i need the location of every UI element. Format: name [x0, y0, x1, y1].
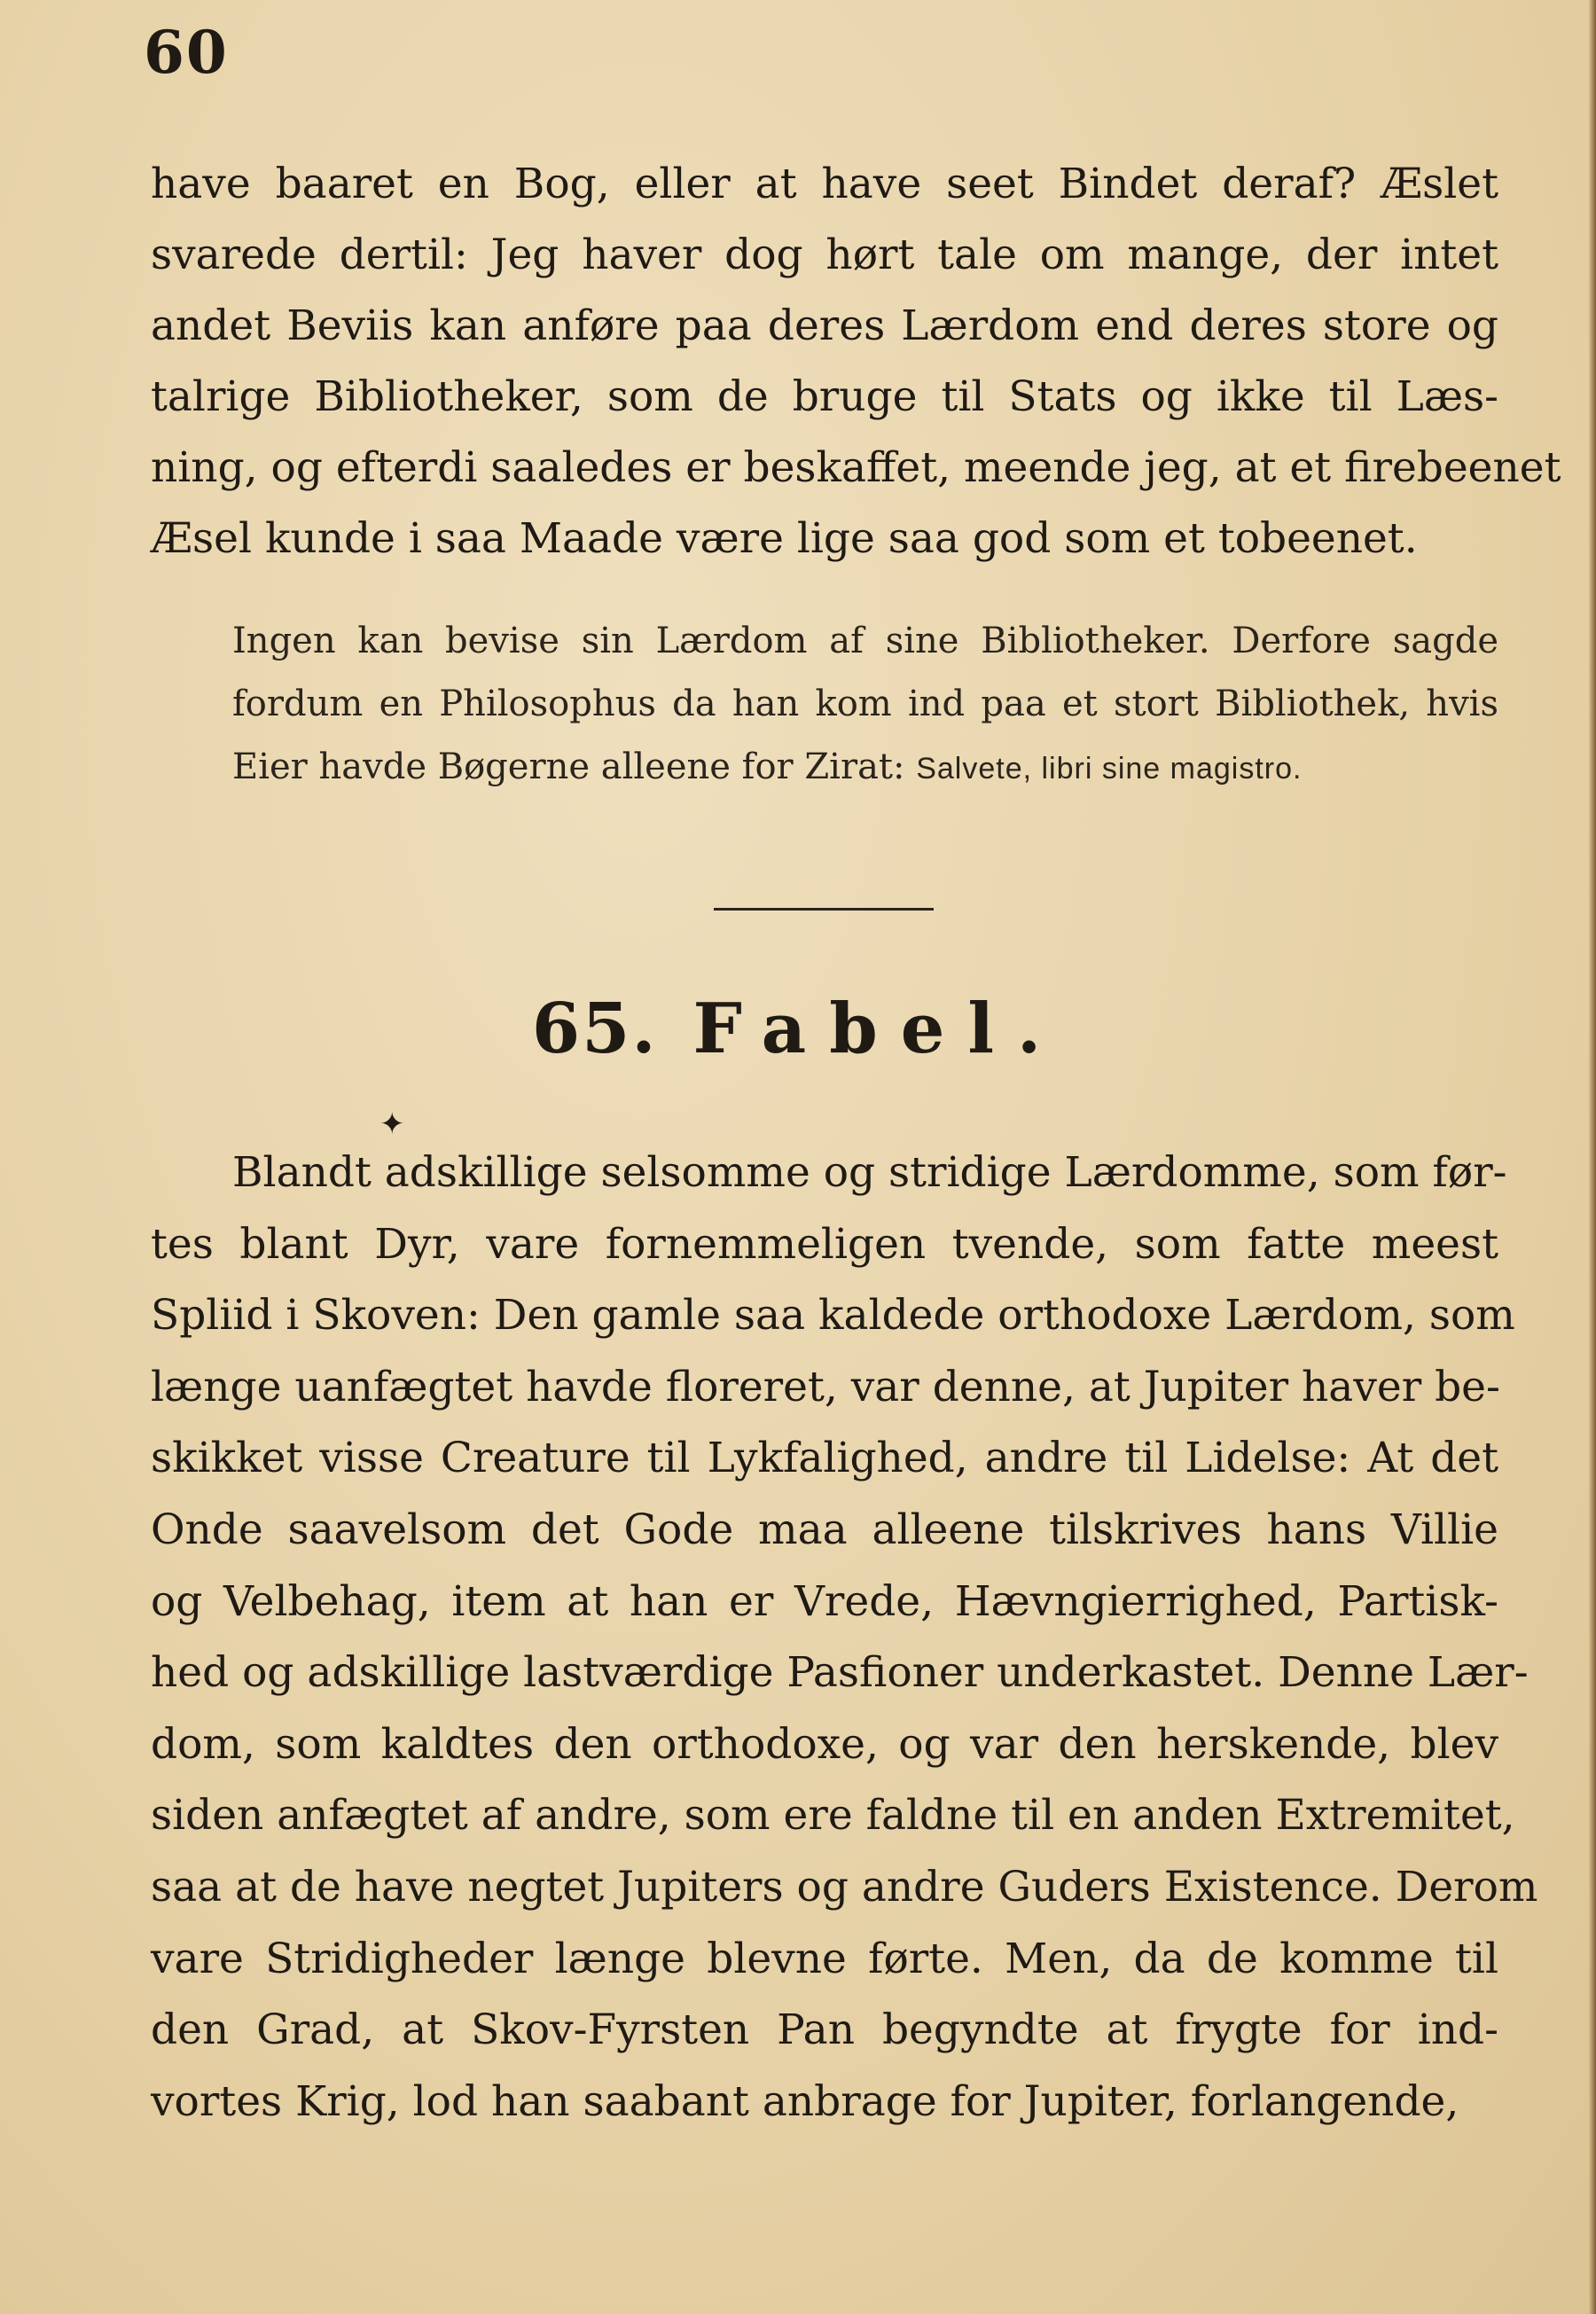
fable-title: Fabel. [692, 989, 1065, 1069]
page-edge [1589, 0, 1596, 2314]
paragraph-continued [151, 149, 1561, 575]
fable-body [151, 1137, 1538, 2138]
text-line: Onde saavelsom det Gode maa alleene tilskrives hans Villie [151, 1505, 1498, 1554]
fable-number: 65. [531, 989, 658, 1069]
text-line: ning, og efterdi saaledes er beskaffet, meende jeg, at et firebeenet [151, 443, 1561, 492]
fable-heading [0, 989, 1596, 1069]
text-line: talrige Bibliotheker, som de bruge til Stats og ikke til Læs- [151, 372, 1498, 421]
ornament-mark: ✦ [379, 1106, 405, 1142]
text-line: svarede dertil: Jeg haver dog hørt tale om mange, der intet [151, 231, 1498, 279]
section-divider [714, 908, 934, 911]
text-line: Æsel kunde i saa Maade være lige saa god som et tobeenet. [151, 514, 1418, 563]
text-line: den Grad, at Skov-Fyrsten Pan begyndte at frygte for ind- [151, 2005, 1498, 2055]
text-line: Blandt adskillige selsomme og stridige Lærdomme, som før- [232, 1148, 1507, 1197]
text-line: hed og adskillige lastværdige Pasfioner underkastet. Denne Lær- [151, 1648, 1529, 1698]
latin-quote: Salvete, libri sine magistro. [916, 752, 1303, 786]
text-line: og Velbehag, item at han er Vrede, Hævngierrighed, Partisk- [151, 1576, 1498, 1626]
text-line: tes blant Dyr, vare fornemmeligen tvende, som fatte meest [151, 1219, 1498, 1269]
note-last-line [232, 736, 1498, 801]
text-line: vare Stridigheder længe blevne førte. Men, da de komme til [151, 1934, 1498, 1983]
text-line: skikket visse Creature til Lykfalighed, andre til Lidelse: At det [151, 1434, 1498, 1483]
text-line: andet Beviis kan anføre paa deres Lærdom end deres store og [151, 301, 1498, 350]
text-line: siden anfægtet af andre, som ere faldne til en anden Extremitet, [151, 1791, 1515, 1841]
text-line: have baaret en Bog, eller at have seet Bindet deraf? Æslet [151, 160, 1498, 208]
note-line: fordum en Philosophus da han kom ind paa et stort Bibliothek, hvis [232, 684, 1498, 724]
moral-note [232, 610, 1498, 801]
note-line: Eier havde Bøgerne alleene for Zirat: [232, 747, 905, 787]
text-line: dom, som kaldtes den orthodoxe, og var den herskende, blev [151, 1719, 1498, 1769]
note-line: Ingen kan bevise sin Lærdom af sine Bibliotheker. Derfore sagde [232, 621, 1498, 661]
text-line: vortes Krig, lod han saabant anbrage for Jupiter, forlangende, [151, 2076, 1459, 2126]
text-line: Spliid i Skoven: Den gamle saa kaldede orthodoxe Lærdom, som [151, 1291, 1515, 1341]
text-line: saa at de have negtet Jupiters og andre Guders Existence. Derom [151, 1862, 1538, 1911]
page-number: 60 [144, 18, 229, 87]
text-line: længe uanfægtet havde floreret, var denne, at Jupiter haver be- [151, 1362, 1500, 1411]
